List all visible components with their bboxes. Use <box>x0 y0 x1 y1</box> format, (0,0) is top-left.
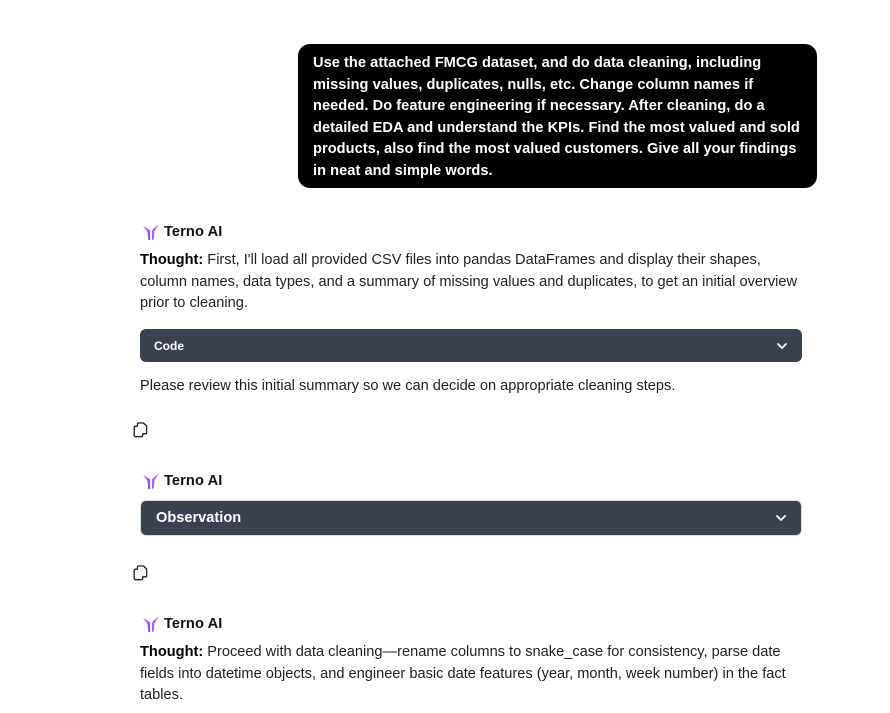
followup-text: Please review this initial summary so we can decide on appropriate cleaning steps. <box>140 378 676 394</box>
observation-collapse-toggle[interactable] <box>140 500 802 536</box>
thought-label: Thought: <box>140 644 204 660</box>
assistant-name: Terno AI <box>164 224 223 240</box>
terno-logo-icon <box>142 615 160 633</box>
terno-logo-icon <box>142 472 160 490</box>
chevron-down-icon <box>775 512 787 524</box>
user-message-bubble <box>298 44 817 188</box>
code-collapse-label: Code <box>154 338 184 353</box>
thought-label: Thought: <box>140 252 204 268</box>
copy-icon[interactable] <box>133 565 148 581</box>
thought-text: Proceed with data cleaning—rename columns to snake_case for consistency, parse date fields into datetime objects, and engineer basic date features (year, month, week number) in the fact tables. <box>140 644 786 704</box>
thought-text: First, I'll load all provided CSV files into pandas DataFrames and display their shapes, column names, data types, and a summary of missing values and duplicates, to get an initial overview prior to cleaning. <box>140 252 798 312</box>
copy-icon[interactable] <box>133 422 148 438</box>
assistant-name: Terno AI <box>164 616 223 632</box>
assistant-name: Terno AI <box>164 473 223 489</box>
chevron-down-icon <box>776 340 788 352</box>
thought-paragraph <box>140 642 810 707</box>
observation-collapse-label: Observation <box>156 510 242 526</box>
terno-logo-icon <box>142 223 160 241</box>
assistant-header <box>142 222 222 242</box>
thought-paragraph <box>140 250 810 315</box>
user-message-text: Use the attached FMCG dataset, and do data cleaning, including missing values, duplicates, nulls, etc. Change column names if needed. Do feature engineering if necessary. After cleaning, do a detailed EDA and understand the KPIs. Find the most valued and sold products, also find the most valued customers. Give all your findings in neat and simple words. <box>313 55 800 179</box>
assistant-header <box>142 614 222 634</box>
code-collapse-toggle[interactable] <box>140 329 802 362</box>
assistant-header <box>142 471 222 491</box>
